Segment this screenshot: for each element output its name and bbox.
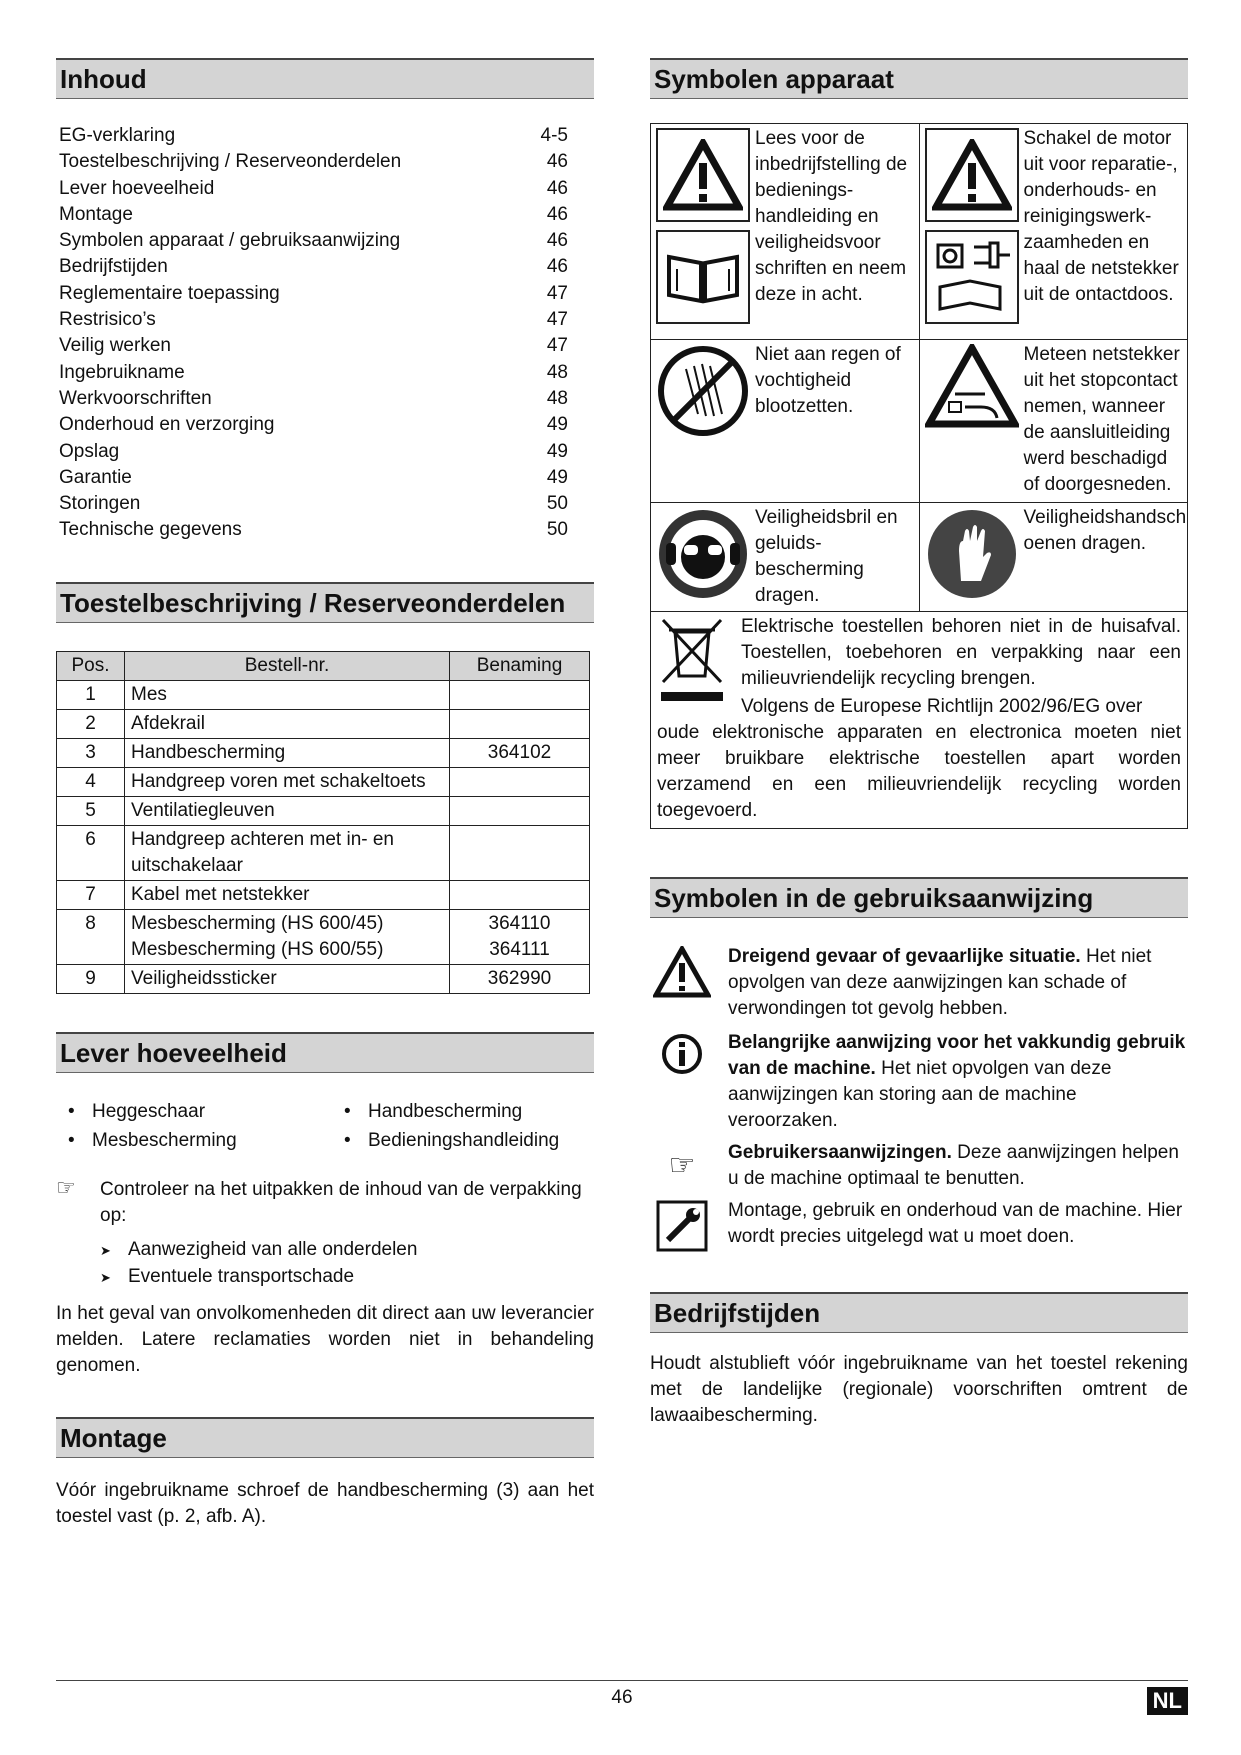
toc-page: 46 (546, 230, 568, 252)
list-item: • Bedieningshandleiding (332, 1126, 592, 1155)
lever-paragraph: In het geval van onvolkomenheden dit direct aan uw leverancier melden. Latere reclamaties worden niet in behandeling genomen. (56, 1302, 594, 1376)
table-row (57, 964, 590, 993)
toc-label: Opslag (59, 440, 120, 462)
cell-desc: Handgreep voren met schakeltoets (125, 767, 450, 796)
info-icon (660, 1032, 704, 1076)
cell-nr (450, 825, 590, 880)
symbol-text: Lees voor de inbedrijfstelling de bedienings-handleiding en veiligheidsvoor schriften en neem deze in acht. (755, 128, 908, 305)
toc-label: Bedrijfstijden (59, 256, 168, 278)
crossed-bin-icon (657, 616, 727, 704)
toc-entry (59, 360, 568, 386)
toc-page: 46 (546, 203, 568, 225)
recycling-note (651, 612, 1187, 828)
symbols-table (650, 123, 1188, 829)
symbol-switch-off (919, 124, 1188, 339)
symbol-text: Veiligheidshandsch oenen dragen. (1023, 507, 1187, 554)
cell-desc: Handbescherming (125, 738, 450, 767)
section-header-symbolen-gebruik: Symbolen in de gebruiksaanwijzing (650, 877, 1188, 918)
toc-entry (59, 176, 568, 202)
symbol-text: Schakel de motor uit voor reparatie-, onderhouds- en reinigingswerk-zaamheden en haal de netstekker uit de ontactdoos. (1023, 128, 1179, 305)
col-header-bestell: Bestell-nr. (125, 651, 450, 680)
toc-label: Storingen (59, 493, 141, 515)
section-header-lever: Lever hoeveelheid (56, 1032, 594, 1073)
cell-desc: Handgreep achteren met in- en uitschakelaar (125, 825, 450, 880)
toc-entry (59, 333, 568, 359)
toc-page: 46 (546, 256, 568, 278)
cell-desc: Kabel met netstekker (125, 880, 450, 909)
parts-table (56, 651, 590, 994)
symbol-text: Niet aan regen of vochtigheid blootzetten. (755, 344, 901, 417)
toc-entry (59, 386, 568, 412)
toc-label: Symbolen apparaat / gebruiksaanwijzing (59, 230, 401, 252)
check-text: Controleer na het uitpakken de inhoud van de verpakking (100, 1178, 582, 1200)
warning-triangle-icon (653, 946, 711, 998)
note-important (650, 1030, 1188, 1134)
toc-label: Restrisico’s (59, 309, 156, 331)
gloves-icon (925, 507, 1019, 601)
pointing-hand-icon: ☞ (56, 1174, 76, 1200)
section-header-symbolen-apparaat: Symbolen apparaat (650, 58, 1188, 99)
warning-triangle-icon (656, 128, 750, 222)
symbol-text: Meteen netstekker uit het stopcontact nemen, wanneer de aansluitleiding werd beschadigd of doorgesneden. (1023, 344, 1180, 495)
cell-pos: 4 (57, 767, 125, 796)
toc-page: 49 (546, 466, 568, 488)
cell-pos: 6 (57, 825, 125, 880)
toc-label: Lever hoeveelheid (59, 177, 215, 199)
list-item: • Handbescherming (332, 1097, 592, 1126)
toc-page: 46 (546, 151, 568, 173)
cell-pos: 1 (57, 680, 125, 709)
sub-item: ➤ Eventuele transportschade (100, 1264, 594, 1291)
toc-label: Onderhoud en verzorging (59, 414, 275, 436)
cell-nr: 364102 (450, 738, 590, 767)
symbol-gloves (919, 503, 1188, 611)
table-row (57, 796, 590, 825)
table-row (57, 909, 590, 964)
right-column (650, 58, 1188, 1429)
toc-label: Veilig werken (59, 335, 171, 357)
check-note (56, 1175, 594, 1203)
toc-label: Montage (59, 203, 133, 225)
cell-nr (450, 680, 590, 709)
col-header-benaming: Benaming (450, 651, 590, 680)
toc-entry (59, 228, 568, 254)
cell-desc: Afdekrail (125, 709, 450, 738)
toc-page: 49 (546, 414, 568, 436)
no-rain-icon (656, 344, 750, 438)
table-row (57, 680, 590, 709)
cell-desc-line: Mesbescherming (HS 600/55) (131, 938, 384, 960)
section-header-inhoud: Inhoud (56, 58, 594, 99)
cell-pos: 9 (57, 964, 125, 993)
recycling-text-1: Elektrische toestellen behoren niet in de huisafval. Toestellen, toebehoren en verpakking naar een milieuvriendelijk recycling brengen. (741, 616, 1181, 689)
cell-desc: Ventilatiegleuven (125, 796, 450, 825)
toc-entry (59, 202, 568, 228)
toc-label: Technische gegevens (59, 519, 242, 541)
recycling-text-2: Volgens de Europese Richtlijn 2002/96/EG over (741, 696, 1143, 717)
bedrijfstijden-paragraph: Houdt alstublieft vóór ingebruikname van het toestel rekening met de landelijke (regionale) voorschriften omtrent de lawaaibescherming. (650, 1353, 1188, 1426)
wrench-icon (656, 1200, 708, 1252)
symbol-read-manual (651, 124, 919, 339)
symbol-no-rain (651, 340, 919, 502)
cell-desc (125, 909, 450, 964)
page-number: 46 (611, 1687, 633, 1708)
cell-nr-line: 364110 (488, 912, 551, 934)
toc-entry (59, 465, 568, 491)
cell-nr: 362990 (450, 964, 590, 993)
page-footer (56, 1680, 1188, 1713)
toc-page: 50 (546, 519, 568, 541)
cable-warning-icon (925, 344, 1019, 428)
cell-nr (450, 880, 590, 909)
left-column (56, 58, 594, 1530)
section-header-toestel: Toestelbeschrijving / Reserveonderdelen (56, 582, 594, 623)
cell-nr (450, 709, 590, 738)
symbol-glasses (651, 503, 919, 611)
toc-page: 48 (546, 361, 568, 383)
table-row (57, 825, 590, 880)
cell-pos: 3 (57, 738, 125, 767)
language-badge: NL (1147, 1687, 1188, 1715)
check-text-cont: op: (100, 1204, 127, 1226)
cell-pos: 8 (57, 909, 125, 964)
note-title: Belangrijke aanwijzing voor het vakkundig gebruik van de machine. (728, 1032, 1186, 1079)
note-danger (650, 944, 1188, 1022)
book-icon (656, 230, 750, 324)
table-row (57, 709, 590, 738)
list-item: • Mesbescherming (56, 1126, 332, 1155)
note-title: Gebruikersaanwijzingen. (728, 1142, 952, 1163)
parts-table-header (57, 651, 590, 680)
toc-entry (59, 307, 568, 333)
toc-label: Ingebruikname (59, 361, 185, 383)
table-row (57, 738, 590, 767)
unplug-socket-icon (925, 230, 1019, 324)
delivery-list (56, 1097, 594, 1155)
toc-page: 47 (546, 309, 568, 331)
toc-label: Garantie (59, 466, 132, 488)
toc-entry (59, 123, 568, 149)
cell-nr-line: 364111 (489, 938, 550, 960)
toc-page: 47 (546, 335, 568, 357)
toc-page: 48 (546, 387, 568, 409)
section-header-montage: Montage (56, 1417, 594, 1458)
toc-entry (59, 254, 568, 280)
toc-page: 50 (546, 493, 568, 515)
toc-page: 49 (546, 440, 568, 462)
cell-nr (450, 909, 590, 964)
cell-desc: Veiligheidssticker (125, 964, 450, 993)
toc-entry (59, 412, 568, 438)
cell-pos: 7 (57, 880, 125, 909)
warning-triangle-icon (925, 128, 1019, 222)
cell-nr (450, 796, 590, 825)
cell-pos: 2 (57, 709, 125, 738)
toc-entry (59, 281, 568, 307)
table-row (57, 880, 590, 909)
col-header-pos: Pos. (57, 651, 125, 680)
recycling-text-3: oude elektronische apparaten en electronica moeten niet meer bruikbare elektrische toestellen apart worden verzamend en een milieuvriendelijk recycling worden toegevoerd. (657, 722, 1181, 821)
symbol-unplug (919, 340, 1188, 502)
symbol-text: Veiligheidsbril en geluids-bescherming dragen. (755, 507, 898, 606)
toc-label: Toestelbeschrijving / Reserveonderdelen (59, 151, 402, 173)
note-title: Dreigend gevaar of gevaarlijke situatie. (728, 946, 1081, 967)
table-of-contents (56, 123, 594, 544)
toc-entry (59, 491, 568, 517)
cell-pos: 5 (57, 796, 125, 825)
note-user (650, 1140, 1188, 1192)
toc-entry (59, 439, 568, 465)
note-montage (650, 1198, 1188, 1252)
cell-nr (450, 767, 590, 796)
note-text: Deze aanwijzingen helpen u de machine optimaal te benutten. (728, 1142, 1179, 1189)
toc-entry (59, 517, 568, 543)
cell-desc: Mes (125, 680, 450, 709)
note-text: Het niet opvolgen van deze aanwijzingen kan schade of verwondingen tot gevolg hebben. (728, 946, 1152, 1019)
toc-label: Reglementaire toepassing (59, 282, 280, 304)
cell-desc-line: Mesbescherming (HS 600/45) (131, 912, 384, 934)
protective-gear-icon (656, 507, 750, 601)
toc-page: 4-5 (540, 125, 568, 146)
sub-item: ➤ Aanwezigheid van alle onderdelen (100, 1237, 594, 1264)
section-header-bedrijfstijden: Bedrijfstijden (650, 1292, 1188, 1333)
toc-page: 47 (546, 282, 568, 304)
pointing-hand-icon: ☞ (668, 1149, 696, 1182)
list-item: • Heggeschaar (56, 1097, 332, 1126)
toc-label: EG-verklaring (59, 125, 176, 146)
table-row (57, 767, 590, 796)
toc-entry (59, 149, 568, 175)
note-text: Het niet opvolgen van deze aanwijzingen kan storing aan de machine veroorzaken. (728, 1058, 1112, 1131)
montage-paragraph: Vóór ingebruikname schroef de handbescherming (3) aan het toestel vast (p. 2, afb. A). (56, 1479, 594, 1527)
note-text: Montage, gebruik en onderhoud van de machine. Hier wordt precies uitgelegd wat u moet doen. (728, 1200, 1183, 1247)
toc-label: Werkvoorschriften (59, 387, 212, 409)
toc-page: 46 (546, 177, 568, 199)
